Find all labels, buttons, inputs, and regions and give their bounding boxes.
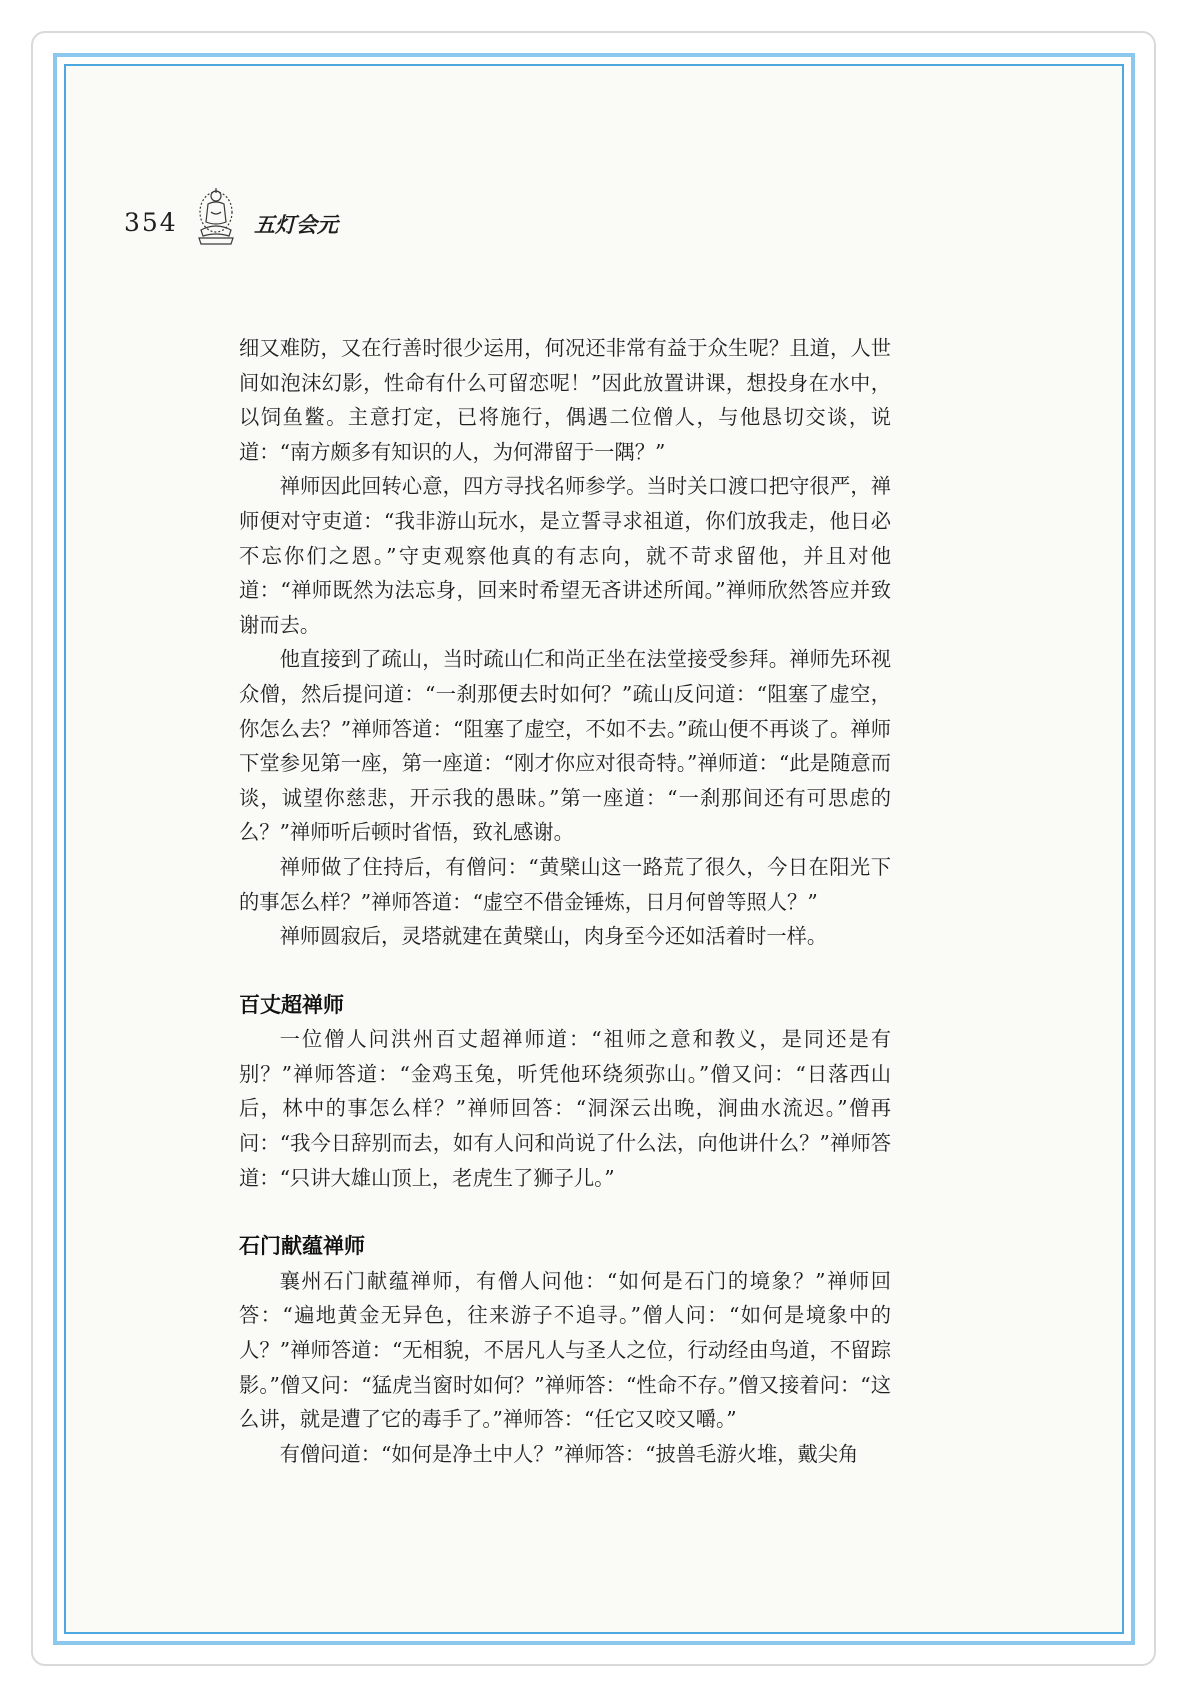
- page-number: 354: [124, 208, 178, 237]
- paragraph: 细又难防，又在行善时很少运用，何况还非常有益于众生呢？且道，人世间如泡沫幻影，性命有什么可留恋呢！”因此放置讲课，想投身在水中，以饲鱼鳖。主意打定，已将施行，偶遇二位僧人，与他恳切交谈，说道：“南方颇多有知识的人，为何滞留于一隅？”: [239, 336, 891, 464]
- section-heading-shimen: 石门献蕴禅师: [239, 1233, 365, 1259]
- paragraph: 襄州石门献蕴禅师，有僧人问他：“如何是石门的境象？”禅师回答：“遍地黄金无异色，往来游子不追寻。”僧人问：“如何是境象中的人？”禅师答道：“无相貌，不居凡人与圣人之位，行动经由鸟道，不留踪影。”僧又问：“猛虎当窗时如何？”禅师答：“性命不存。”僧又接着问：“这么讲，就是遭了它的毒手了。”禅师答：“任它又咬又嚼。”: [239, 1268, 891, 1432]
- paragraph: 有僧问道：“如何是净土中人？”禅师答：“披兽毛游火堆，戴尖角: [279, 1441, 859, 1466]
- paragraph: 禅师因此回转心意，四方寻找名师参学。当时关口渡口把守很严，禅师便对守吏道：“我非游山玩水，是立誓寻求祖道，你们放我走，他日必不忘你们之恩。”守吏观察他真的有志向，就不苛求留他，并且对他道：“禅师既然为法忘身，回来时希望无吝讲述所闻。”禅师欣然答应并致谢而去。: [239, 474, 891, 637]
- book-title: 五灯会元: [254, 212, 338, 237]
- body-text: [239, 331, 891, 1471]
- paragraph: 他直接到了疏山，当时疏山仁和尚正坐在法堂接受参拜。禅师先环视众僧，然后提问道：“一刹那便去时如何？”疏山反问道：“阻塞了虚空，你怎么去？”禅师答道：“阻塞了虚空，不如不去。”疏山便不再谈了。禅师下堂参见第一座，第一座道：“刚才你应对很奇特。”禅师道：“此是随意而谈，诚望你慈悲，开示我的愚昧。”第一座道：“一刹那间还有可思虑的么？”禅师听后顿时省悟，致礼感谢。: [239, 647, 891, 845]
- paragraph: 禅师圆寂后，灵塔就建在黄檗山，肉身至今还如活着时一样。: [279, 924, 828, 949]
- section-heading-baizhang: 百丈超禅师: [239, 991, 344, 1017]
- buddha-figure-icon: [191, 182, 241, 246]
- paragraph: 禅师做了住持后，有僧问：“黄檗山这一路荒了很久，今日在阳光下的事怎么样？”禅师答道：“虚空不借金锤炼，日月何曾等照人？”: [239, 854, 891, 914]
- paragraph: 一位僧人问洪州百丈超禅师道：“祖师之意和教义，是同还是有别？”禅师答道：“金鸡玉兔，听凭他环绕须弥山。”僧又问：“日落西山后，林中的事怎么样？”禅师回答：“洞深云出晚，涧曲水流迟。”僧再问：“我今日辞别而去，如有人问和尚说了什么法，向他讲什么？”禅师答道：“只讲大雄山顶上，老虎生了狮子儿。”: [239, 1027, 891, 1190]
